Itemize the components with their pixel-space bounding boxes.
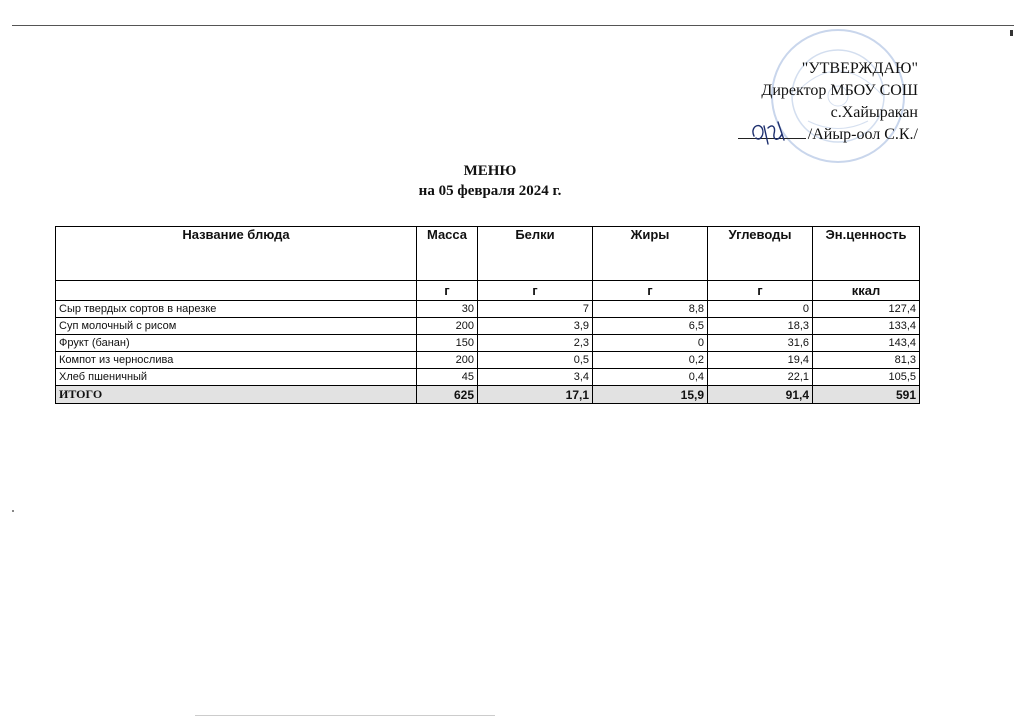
scan-mark (1010, 30, 1013, 36)
scan-speck (12, 510, 14, 512)
fat-cell: 0,4 (593, 369, 708, 386)
fat-cell: 8,8 (593, 301, 708, 318)
total-energy-cell: 591 (813, 386, 920, 404)
total-label-cell: ИТОГО (56, 386, 417, 404)
column-header-energy: Эн.ценность (813, 227, 920, 281)
handwritten-signature (748, 114, 794, 150)
carbs-cell: 22,1 (708, 369, 813, 386)
protein-cell: 2,3 (478, 335, 593, 352)
menu-table (55, 226, 920, 404)
energy-cell: 127,4 (813, 301, 920, 318)
total-fat-cell: 15,9 (593, 386, 708, 404)
approval-village: с.Хайыракан (830, 104, 918, 121)
protein-cell: 0,5 (478, 352, 593, 369)
dish-name-cell: Хлеб пшеничный (56, 369, 417, 386)
mass-cell: 45 (417, 369, 478, 386)
unit-cell: г (478, 281, 593, 301)
dish-name-cell: Фрукт (банан) (56, 335, 417, 352)
fat-cell: 0,2 (593, 352, 708, 369)
carbs-cell: 19,4 (708, 352, 813, 369)
table-row (56, 335, 920, 352)
mass-cell: 30 (417, 301, 478, 318)
table-units-row (56, 281, 920, 301)
carbs-cell: 0 (708, 301, 813, 318)
approval-position: Директор МБОУ СОШ (761, 82, 918, 99)
total-row (56, 386, 920, 404)
column-header-carbs: Углеводы (708, 227, 813, 281)
scan-bottom-line (195, 715, 495, 716)
column-header-fat: Жиры (593, 227, 708, 281)
column-header-protein: Белки (478, 227, 593, 281)
table-header-row (56, 227, 920, 281)
total-carbs-cell: 91,4 (708, 386, 813, 404)
dish-name-cell: Суп молочный с рисом (56, 318, 417, 335)
energy-cell: 143,4 (813, 335, 920, 352)
total-protein-cell: 17,1 (478, 386, 593, 404)
energy-cell: 133,4 (813, 318, 920, 335)
column-header-mass: Масса (417, 227, 478, 281)
protein-cell: 3,4 (478, 369, 593, 386)
menu-title (0, 161, 980, 201)
fat-cell: 0 (593, 335, 708, 352)
unit-cell: г (593, 281, 708, 301)
unit-cell: ккал (813, 281, 920, 301)
carbs-cell: 31,6 (708, 335, 813, 352)
carbs-cell: 18,3 (708, 318, 813, 335)
column-header-dish: Название блюда (56, 227, 417, 281)
fat-cell: 6,5 (593, 318, 708, 335)
approval-heading: "УТВЕРЖДАЮ" (801, 60, 918, 77)
table-row (56, 318, 920, 335)
dish-name-cell: Компот из чернослива (56, 352, 417, 369)
energy-cell: 105,5 (813, 369, 920, 386)
table-row (56, 352, 920, 369)
protein-cell: 3,9 (478, 318, 593, 335)
protein-cell: 7 (478, 301, 593, 318)
table-row (56, 369, 920, 386)
energy-cell: 81,3 (813, 352, 920, 369)
approval-signatory: /Айыр-оол С.К./ (807, 126, 918, 143)
dish-name-cell: Сыр твердых сортов в нарезке (56, 301, 417, 318)
unit-cell (56, 281, 417, 301)
mass-cell: 200 (417, 318, 478, 335)
unit-cell: г (417, 281, 478, 301)
menu-heading: МЕНЮ (463, 163, 517, 179)
menu-date: на 05 февраля 2024 г. (418, 183, 562, 199)
table-row (56, 301, 920, 318)
total-mass-cell: 625 (417, 386, 478, 404)
mass-cell: 150 (417, 335, 478, 352)
mass-cell: 200 (417, 352, 478, 369)
unit-cell: г (708, 281, 813, 301)
